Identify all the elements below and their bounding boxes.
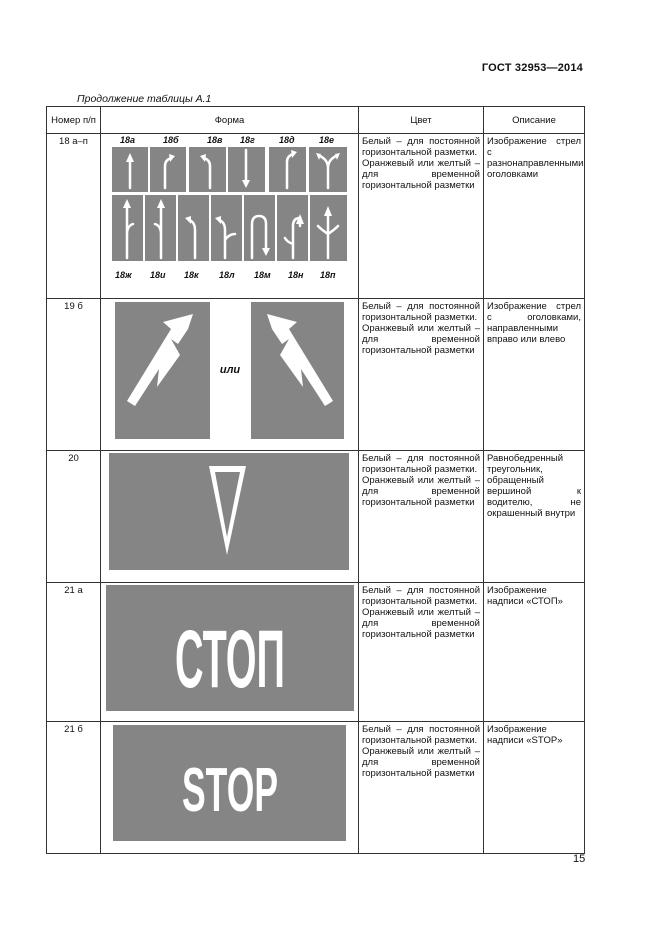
- stop-latin-figure: [101, 722, 357, 852]
- color-temporary: Оранжевый или желтый – для временной горизонтальной разметки: [362, 475, 480, 508]
- sign-text-stop-ru: СТОП: [175, 614, 285, 705]
- color-temporary: Оранжевый или желтый – для временной горизонтальной разметки: [362, 607, 480, 640]
- table-row: [47, 583, 585, 722]
- row-number: 18 а–п: [47, 134, 101, 299]
- label-18d: 18д: [279, 135, 295, 145]
- table-continuation-caption: Продолжение таблицы А.1: [77, 93, 212, 105]
- shape-triangle-20: [101, 451, 359, 583]
- shape-stop-latin: [101, 722, 359, 854]
- color-temporary: Оранжевый или желтый – для временной горизонтальной разметки: [362, 158, 480, 191]
- column-header-number: Номер п/п: [47, 107, 101, 134]
- description-cell: Изображение стрел с разнонаправленными оголовками: [484, 134, 585, 299]
- row-number: 21 а: [47, 583, 101, 722]
- sign-text-stop-en: STOP: [182, 756, 278, 825]
- color-temporary: Оранжевый или желтый – для временной горизонтальной разметки: [362, 323, 480, 356]
- row-number: 20: [47, 451, 101, 583]
- column-header-shape: Форма: [101, 107, 359, 134]
- shape-stop-cyrillic: [101, 583, 359, 722]
- table-row: [47, 299, 585, 451]
- column-header-description: Описание: [484, 107, 585, 134]
- arrow-set-18-figure: [101, 134, 357, 297]
- color-cell: [359, 583, 484, 722]
- color-temporary: Оранжевый или желтый – для временной горизонтальной разметки: [362, 746, 480, 779]
- label-18i: 18и: [150, 270, 166, 280]
- color-cell: [359, 299, 484, 451]
- description-cell: Изображение стрел с оголовками, направленными вправо или влево: [484, 299, 585, 451]
- label-18n: 18н: [288, 270, 304, 280]
- label-18g: 18г: [240, 135, 255, 145]
- description-cell: Равнобедренный треугольник, обращенный вершиной к водителю, не окрашенный внутри: [484, 451, 585, 583]
- stop-cyrillic-figure: [101, 583, 357, 720]
- shape-arrows-18: [101, 134, 359, 299]
- document-code: ГОСТ 32953—2014: [481, 62, 583, 74]
- label-18p: 18п: [320, 270, 336, 280]
- label-18b: 18б: [163, 135, 179, 145]
- label-18v: 18в: [207, 135, 223, 145]
- table-row: [47, 134, 585, 299]
- label-18l: 18л: [219, 270, 235, 280]
- shape-arrows-19: [101, 299, 359, 451]
- color-permanent: Белый – для постоянной горизонтальной разметки.: [362, 453, 480, 475]
- color-cell: [359, 722, 484, 854]
- color-cell: [359, 134, 484, 299]
- label-18m: 18м: [254, 270, 271, 280]
- color-permanent: Белый – для постоянной горизонтальной разметки.: [362, 301, 480, 323]
- color-permanent: Белый – для постоянной горизонтальной разметки.: [362, 724, 480, 746]
- color-cell: [359, 451, 484, 583]
- table-row: [47, 722, 585, 854]
- description-cell: Изображение надписи «STOP»: [484, 722, 585, 854]
- triangle-figure: [101, 451, 357, 581]
- table-row: [47, 451, 585, 583]
- color-permanent: Белый – для постоянной горизонтальной разметки.: [362, 585, 480, 607]
- label-18e: 18е: [319, 135, 335, 145]
- column-header-color: Цвет: [359, 107, 484, 134]
- label-18a: 18а: [120, 135, 136, 145]
- table-header-row: [47, 107, 585, 134]
- or-label: или: [219, 364, 241, 376]
- row-number: 19 б: [47, 299, 101, 451]
- label-18zh: 18ж: [115, 270, 132, 280]
- label-18k: 18к: [184, 270, 199, 280]
- row-number: 21 б: [47, 722, 101, 854]
- arrow-pair-19-figure: [101, 299, 357, 449]
- marking-table: [46, 106, 585, 854]
- page-number: 15: [573, 853, 586, 865]
- color-permanent: Белый – для постоянной горизонтальной разметки.: [362, 136, 480, 158]
- description-cell: Изображение надписи «СТОП»: [484, 583, 585, 722]
